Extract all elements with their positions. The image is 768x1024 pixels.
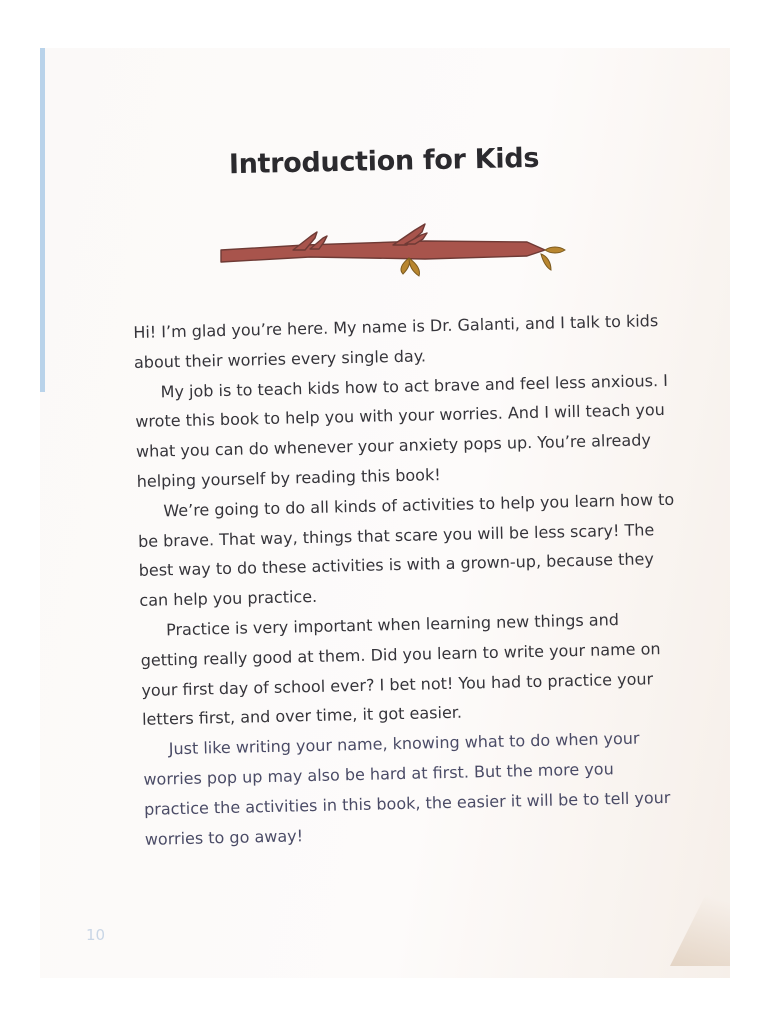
paragraph-3: We’re going to do all kinds of activities to help you learn how to be brave. That way, things that scare you will be less scary! The best way to do these activities is with a grown-up, because they can help you practice. [137,489,675,611]
paragraph-1: Hi! I’m glad you’re here. My name is Dr. Galanti, and I talk to kids about their worries every single day. [133,311,659,372]
chapter-title: Introduction for Kids [228,142,540,181]
page-number: 10 [86,926,106,944]
paragraph-5: Just like writing your name, knowing what to do when your worries pop up may also be hard at first. But the more you practice the activities in this book, the easier it will be to tell your worries to go away! [143,728,671,849]
body-text [133,306,685,854]
spine-strip [40,48,45,392]
branch-icon [215,220,575,286]
paragraph-2: My job is to teach kids how to act brave and feel less anxious. I wrote this book to help you with your worries. And I will teach you what you can do whenever your anxiety pops up. You’re already helping yourself by reading this book! [135,370,669,491]
paragraph-4: Practice is very important when learning new things and getting really good at them. Did you learn to write your name on your first day of school ever? I bet not! You had to practice your letters first, and over time, it got easier. [140,610,661,730]
